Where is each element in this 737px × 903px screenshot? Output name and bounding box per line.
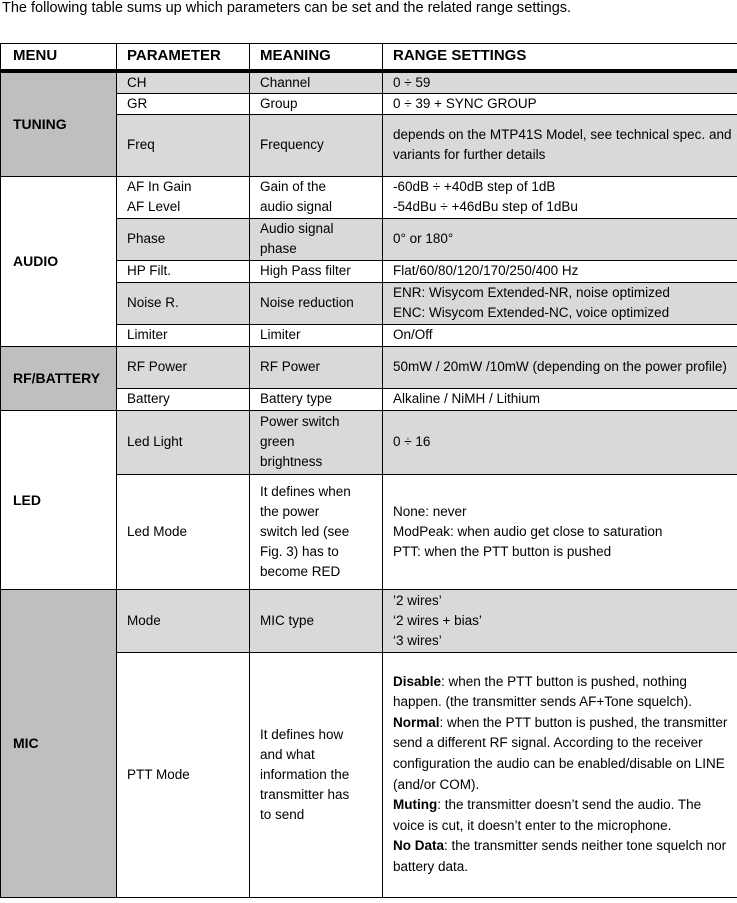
meaning-ptt-mode-line-3: information the [260, 766, 350, 782]
param-freq: Freq [117, 114, 250, 176]
ptt-nodata-label: No Data [393, 838, 445, 854]
header-range-settings: RANGE SETTINGS [383, 44, 737, 71]
meaning-gain-line-2: audio signal [260, 199, 333, 214]
param-af-in-gain: AF In Gain [127, 179, 192, 194]
range-ptt-mode [383, 652, 737, 897]
menu-led: LED [1, 410, 117, 589]
menu-mic: MIC [1, 589, 117, 897]
table-header-row [1, 44, 737, 71]
range-limiter: On/Off [383, 324, 737, 346]
ptt-option-no-data [393, 836, 733, 877]
meaning-rf-power: RF Power [250, 346, 383, 388]
intro-paragraph: The following table sums up which parameters can be set and the related range settings. [2, 0, 572, 16]
ptt-option-normal [393, 713, 733, 795]
param-phase: Phase [117, 218, 250, 260]
menu-audio: AUDIO [1, 176, 117, 346]
meaning-led-mode-line-3: switch led (see [260, 523, 350, 539]
table-row [1, 176, 737, 218]
meaning-phase-line-2: phase [260, 241, 297, 256]
range-mode-line-3: ‘3 wires’ [393, 632, 442, 648]
meaning-battery: Battery type [250, 388, 383, 410]
meaning-led-light-line-2: green [260, 434, 295, 449]
ptt-normal-text: : when the PTT button is pushed, the transmitter send a different RF signal. According to the receiver configuration the audio can be enabled/disable on LINE (and/or COM). [393, 714, 728, 792]
range-freq: depends on the MTP41S Model, see technical spec. and variants for further details [383, 114, 737, 176]
param-af-level: AF Level [127, 199, 181, 214]
meaning-led-mode-line-2: the power [260, 503, 320, 519]
header-meaning: MEANING [250, 44, 383, 71]
param-ptt-mode: PTT Mode [117, 652, 250, 897]
meaning-gain [250, 176, 383, 218]
table-row [1, 346, 737, 388]
range-noise-r-line-2: ENC: Wisycom Extended-NC, voice optimized [393, 305, 670, 320]
range-mode-line-2: ‘2 wires + bias’ [393, 612, 482, 628]
param-led-mode: Led Mode [117, 474, 250, 589]
param-noise-r: Noise R. [117, 282, 250, 324]
range-hp-filt: Flat/60/80/120/170/250/400 Hz [383, 260, 737, 282]
ptt-disable-text: : when the PTT button is pushed, nothing happen. (the transmitter sends AF+Tone squelch). [393, 673, 693, 710]
ptt-muting-label: Muting [393, 797, 438, 813]
range-noise-r [383, 282, 737, 324]
meaning-led-mode-line-5: become RED [260, 563, 341, 579]
meaning-led-mode [250, 474, 383, 589]
meaning-phase-line-1: Audio signal [260, 221, 334, 236]
param-limiter: Limiter [117, 324, 250, 346]
range-gain-line-2: -54dBu ÷ +46dBu step of 1dBu [393, 199, 578, 214]
range-led-light: 0 ÷ 16 [383, 410, 737, 474]
param-led-light: Led Light [117, 410, 250, 474]
range-rf-power: 50mW / 20mW /10mW (depending on the power profile) [383, 346, 737, 388]
meaning-led-mode-line-4: Fig. 3) has to [260, 543, 339, 559]
meaning-ptt-mode [250, 652, 383, 897]
range-gain-line-1: -60dB ÷ +40dB step of 1dB [393, 179, 556, 194]
meaning-ch: Channel [250, 71, 383, 94]
meaning-ptt-mode-line-2: and what [260, 746, 315, 762]
range-mode [383, 589, 737, 652]
table-row [1, 589, 737, 652]
meaning-hp-filt: High Pass filter [250, 260, 383, 282]
meaning-limiter: Limiter [250, 324, 383, 346]
meaning-mode: MIC type [250, 589, 383, 652]
ptt-muting-text: : the transmitter doesn’t send the audio. The voice is cut, it doesn’t enter to the microphone. [393, 797, 702, 833]
table-row [1, 71, 737, 94]
param-mode: Mode [117, 589, 250, 652]
range-phase: 0° or 180° [383, 218, 737, 260]
range-noise-r-line-1: ENR: Wisycom Extended-NR, noise optimized [393, 285, 670, 300]
meaning-ptt-mode-line-4: transmitter has [260, 786, 350, 802]
meaning-ptt-mode-line-1: It defines how [260, 726, 344, 742]
param-battery: Battery [117, 388, 250, 410]
param-rf-power: RF Power [117, 346, 250, 388]
range-battery: Alkaline / NiMH / Lithium [383, 388, 737, 410]
param-hp-filt: HP Filt. [117, 260, 250, 282]
param-af-gain [117, 176, 250, 218]
meaning-led-light [250, 410, 383, 474]
meaning-ptt-mode-line-5: to send [260, 806, 305, 822]
ptt-disable-label: Disable [393, 673, 442, 689]
range-led-mode-line-3: PTT: when the PTT button is pushed [393, 543, 612, 559]
meaning-led-light-line-1: Power switch [260, 414, 340, 429]
meaning-freq: Frequency [250, 114, 383, 176]
range-gain [383, 176, 737, 218]
range-led-mode-line-2: ModPeak: when audio get close to saturation [393, 523, 663, 539]
meaning-gain-line-1: Gain of the [260, 179, 327, 194]
ptt-option-muting [393, 795, 733, 836]
range-led-mode [383, 474, 737, 589]
meaning-phase [250, 218, 383, 260]
param-gr: GR [117, 93, 250, 114]
range-led-mode-line-1: None: never [393, 503, 467, 519]
menu-rf-battery: RF/BATTERY [1, 346, 117, 410]
range-mode-line-1: ’2 wires’ [393, 592, 442, 608]
parameters-table [0, 43, 737, 898]
param-ch: CH [117, 71, 250, 94]
ptt-nodata-text: : the transmitter sends neither tone squelch nor battery data. [393, 838, 727, 874]
meaning-led-light-line-3: brightness [260, 454, 323, 469]
ptt-normal-label: Normal [393, 714, 440, 730]
range-ch: 0 ÷ 59 [383, 71, 737, 94]
meaning-noise-r: Noise reduction [250, 282, 383, 324]
meaning-gr: Group [250, 93, 383, 114]
range-gr: 0 ÷ 39 + SYNC GROUP [383, 93, 737, 114]
meaning-led-mode-line-1: It defines when [260, 483, 351, 499]
ptt-option-disable [393, 672, 733, 713]
table-row [1, 410, 737, 474]
header-menu: MENU [1, 44, 117, 71]
header-parameter: PARAMETER [117, 44, 250, 71]
menu-tuning: TUNING [1, 71, 117, 177]
